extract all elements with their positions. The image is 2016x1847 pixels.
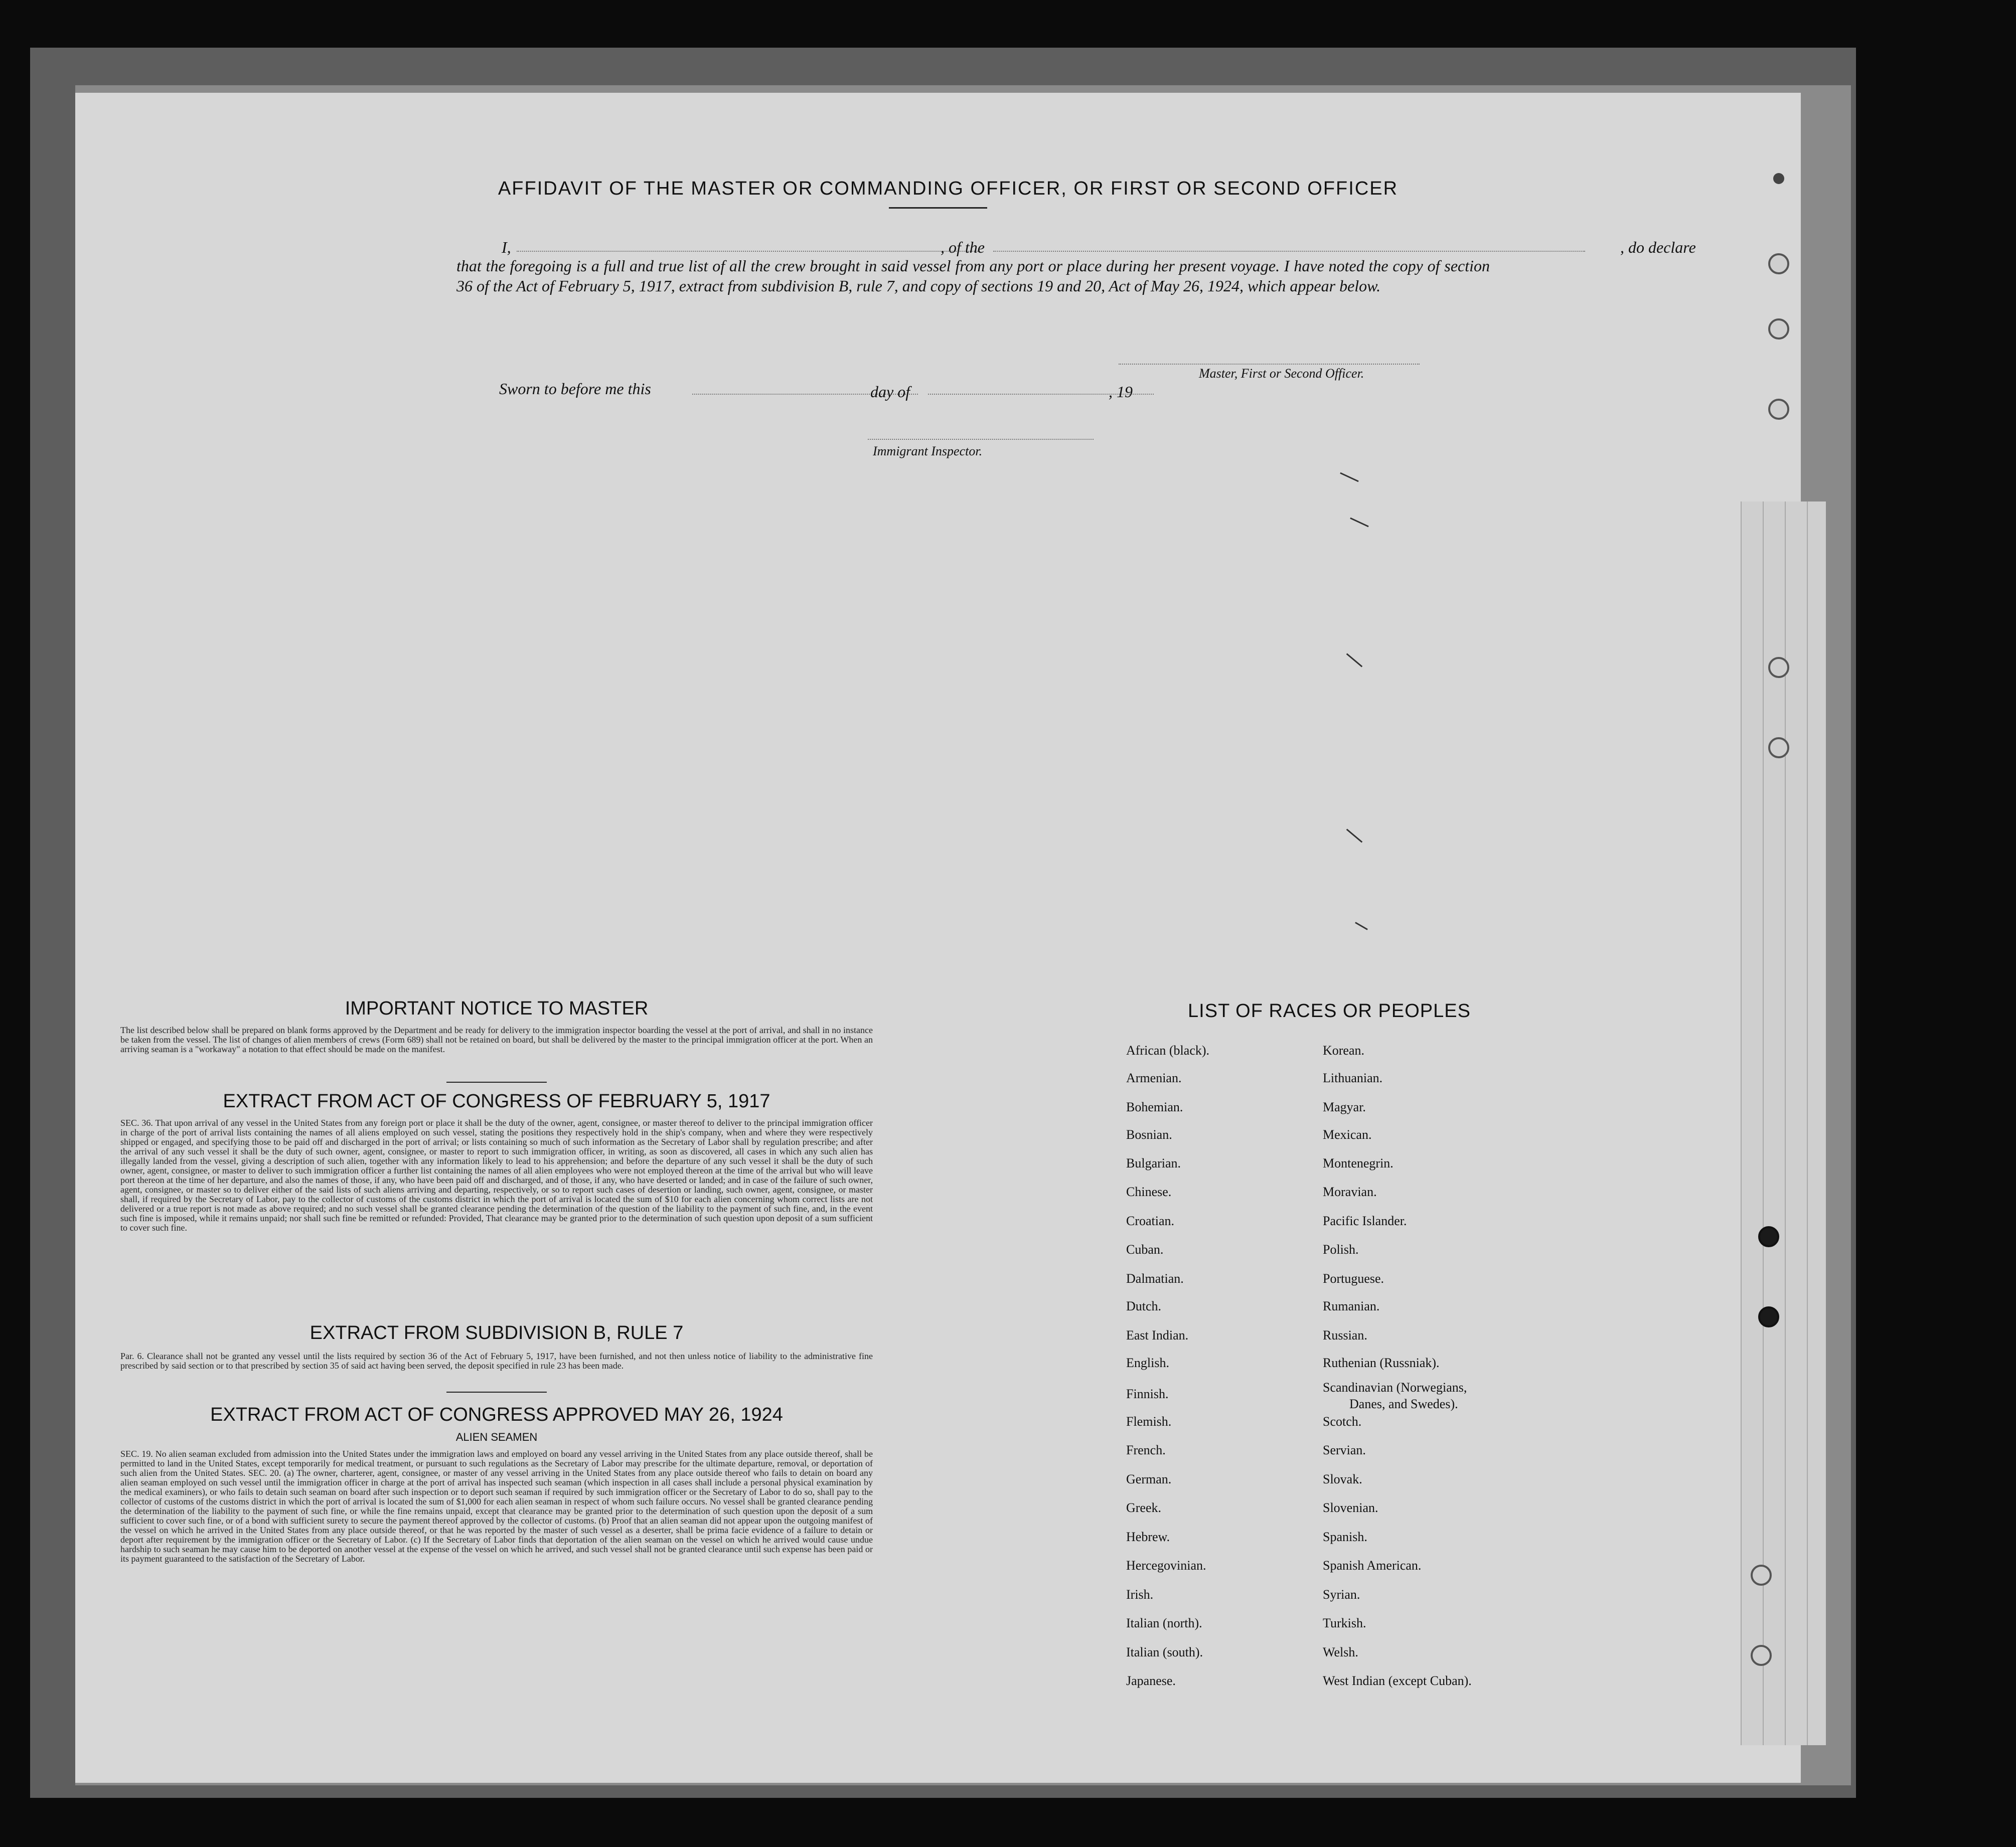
punch-hole [1751,1565,1772,1586]
affidavit-body: that the foregoing is a full and true list of all the crew brought in said vessel from any port or place during her present voyage. I have noted the copy of section 36 of the Act of February 5, 1917, extract from subdivision B, rule 7, and copy of sections 19 and 20, Act of May 26, 1924, which appear below. [456,257,1490,295]
race-item: Syrian. [1323,1587,1360,1602]
master-signature-label: Master, First or Second Officer. [1199,366,1364,381]
race-item: Polish. [1323,1242,1359,1257]
race-item: Croatian. [1126,1214,1175,1228]
inspector-label: Immigrant Inspector. [873,444,983,458]
notice-text: The list described below shall be prepared on blank forms approved by the Department and be ready for delivery to the immigration inspector boarding the vessel at the port of arrival, and shall in no instance be taken from the vessel. The list of changes of alien members of crews (Form 689) shall not be retained on board, but shall be delivered by the master to the principal immigration officer at the port. When an arriving seaman is a "workaway" a notation to that effect should be made on the manifest. [120,1025,873,1054]
notice-title: IMPORTANT NOTICE TO MASTER [345,998,649,1019]
pencil-mark [1346,828,1363,843]
race-item: Portuguese. [1323,1271,1384,1286]
race-item: Slovenian. [1323,1500,1378,1515]
race-item: Lithuanian. [1323,1071,1383,1085]
extract-1924-text: SEC. 19. No alien seaman excluded from admission into the United States under the immigration laws and employed on board any vessel arriving in the United States from any place outside thereof, shall be permitted to land in the United States, except temporarily for medical treatment, or pursuant to such regulations as the Secretary of Labor may prescribe for the ultimate departure, removal, or deportation of such alien from the United States. SEC. 20. (a) The owner, charterer, agent, consignee, or master of any vessel arriving in the United States from any place outside thereof who fails to detain on board any alien seaman employed on such vessel until the immigration officer in charge at the port of arrival has inspected such seaman (which inspection in all cases shall include a personal physical examination by the medical examiners), or who fails to detain such seaman on board after such inspection or to deport such seaman if required by such immigration officer or the Secretary of Labor to do so, shall pay to the collector of customs of the customs district in which the port of arrival is located the sum of $1,000 for each alien seaman in respect of whom such failure occurs. No vessel shall be granted clearance pending the determination of the liability to the payment of such fine, or while the fine remains unpaid, except that clearance may be granted prior to the determination of such question upon the deposit of a sum sufficient to cover such fine, or of a bond with sufficient surety to secure the payment thereof approved by the collector of customs. (b) Proof that an alien seaman did not appear upon the outgoing manifest of the vessel on which he arrived in the United States from any place outside thereof, or that he was reported by the master of such vessel as a deserter, shall be prima facie evidence of a failure to detain or deport after requirement by the immigration officer or the Secretary of Labor. (c) If the Secretary of Labor finds that deportation of the alien seaman on the vessel on which he arrived would cause undue hardship to such seaman he may cause him to be deported on another vessel at the expense of the vessel on which he arrived, and such vessel shall not be granted clearance until such expense has been paid or its payment guaranteed to the satisfaction of the Secretary of Labor. [120,1449,873,1564]
race-item: German. [1126,1472,1172,1486]
race-item: Bohemian. [1126,1100,1183,1114]
race-item: Rumanian. [1323,1299,1380,1313]
punch-hole [1768,657,1789,678]
rule-7-title: EXTRACT FROM SUBDIVISION B, RULE 7 [309,1322,684,1344]
race-item: English. [1126,1356,1169,1370]
race-item: Turkish. [1323,1616,1366,1630]
day-of-label: day of [870,383,910,401]
race-item: Chinese. [1126,1185,1172,1199]
race-item: Spanish American. [1323,1558,1422,1573]
race-item: Magyar. [1323,1100,1366,1114]
punch-hole [1768,253,1789,274]
race-item: French. [1126,1443,1166,1457]
race-item: West Indian (except Cuban). [1323,1673,1472,1688]
race-item: Mexican. [1323,1127,1372,1142]
affidavit-title: AFFIDAVIT OF THE MASTER OR COMMANDING OFFICER, OR FIRST OR SECOND OFFICER [498,178,1399,199]
race-item: Korean. [1323,1043,1365,1058]
race-item: Greek. [1126,1500,1162,1515]
race-item: Montenegrin. [1323,1156,1393,1170]
document-page [75,93,1801,1783]
extract-1924-title: EXTRACT FROM ACT OF CONGRESS APPROVED MAY 26, 1924 [210,1404,783,1425]
race-item: Finnish. [1126,1387,1169,1401]
rule-7-rule [446,1392,547,1393]
punch-hole [1758,1306,1779,1327]
race-item: Armenian. [1126,1071,1182,1085]
race-item: Italian (north). [1126,1616,1202,1630]
extract-1924-subtitle: ALIEN SEAMEN [455,1431,538,1443]
pencil-mark [1340,472,1359,482]
race-item: Cuban. [1126,1242,1164,1257]
punch-hole [1768,399,1789,420]
races-title: LIST OF RACES OR PEOPLES [1188,1000,1471,1022]
race-item: Scandinavian (Norwegians, [1323,1380,1467,1395]
race-item: Italian (south). [1126,1645,1203,1659]
name-field[interactable] [517,251,978,252]
pencil-mark [1350,518,1369,528]
rule-7-text: Par. 6. Clearance shall not be granted any vessel until the lists required by section 36 of the Act of February 5, 1917, have been furnished, and not then unless notice of liability to the administrative fine prescribed by said section or to that prescribed by section 35 of said act having been served, the deposit specified in rule 23 has been made. [120,1351,873,1371]
punch-hole [1768,737,1789,758]
race-scandinavian-continued: Danes, and Swedes). [1349,1397,1458,1411]
affidavit-do-declare: , do declare [1620,238,1696,256]
race-item: Flemish. [1126,1414,1172,1429]
race-item: Spanish. [1323,1530,1367,1544]
race-item: Welsh. [1323,1645,1358,1659]
extract-1917-title: EXTRACT FROM ACT OF CONGRESS OF FEBRUARY 5, 1917 [223,1091,770,1112]
race-item: Pacific Islander. [1323,1214,1407,1228]
affidavit-i-label: I, [502,238,511,256]
race-item: Bulgarian. [1126,1156,1181,1170]
punch-hole [1751,1645,1772,1666]
master-signature-field[interactable] [1119,364,1420,365]
extract-1917-text: SEC. 36. That upon arrival of any vessel in the United States from any foreign port or place it shall be the duty of the owner, agent, consignee, or master thereof to deliver to the principal immigration officer in charge of the port of arrival lists containing the names of all aliens employed on such vessel, stating the positions they respectively hold in the ship's company, when and where they were respectively shipped or engaged, and specifying those to be paid off and discharged in the port of arrival; or lists containing so much of such information as the Secretary of Labor shall by regulation prescribe; and after the arrival of any such vessel it shall be the duty of such owner, agent, consignee, or master to report to such immigration officer, in writing, as soon as discovered, all cases in which any such alien has illegally landed from the vessel, giving a description of such alien, together with any information likely to lead to his apprehension; and before the departure of any such vessel it shall be the duty of such owner, agent, consignee, or master to deliver to such immigration officer a further list containing the names of all alien employees who were not employed thereon at the time of the arrival but who will leave port thereon at the time of her departure, and also the names of those, if any, who have been paid off and discharged, and of those, if any, who have deserted or landed; and in case of the failure of such owner, agent, consignee, or master so to deliver either of the said lists of such aliens arriving and departing, respectively, or so to report such cases of desertion or landing, such owner, agent, consignee, or master shall, if required by the Secretary of Labor, pay to the collector of customs of the customs district in which the port of arrival is located the sum of $10 for each alien concerning whom correct lists are not delivered or a true report is not made as above required; and no such vessel shall be granted clearance pending the determination of the question of the liability to the payment of such fine, and, in the event such fine is imposed, while it remains unpaid; nor shall such fine be remitted or refunded: Provided, That clearance may be granted prior to the determination of such question upon deposit of a sum sufficient to cover such fine. [120,1118,873,1233]
race-item: East Indian. [1126,1328,1189,1342]
sworn-label: Sworn to before me this [499,380,651,398]
vessel-field[interactable] [993,251,1585,252]
pencil-mark [1355,922,1368,930]
title-rule [889,207,987,209]
binder-ring [1773,173,1784,184]
inspector-signature-field[interactable] [868,439,1094,440]
punch-hole [1768,318,1789,340]
affidavit-of-the: , of the [941,238,985,256]
race-item: Irish. [1126,1587,1154,1602]
race-item: Dutch. [1126,1299,1162,1313]
race-item: Servian. [1323,1443,1366,1457]
race-item: Dalmatian. [1126,1271,1184,1286]
race-item: Bosnian. [1126,1127,1172,1142]
race-item: Slovak. [1323,1472,1362,1486]
race-item: Ruthenian (Russniak). [1323,1356,1440,1370]
year-label: , 19 [1109,383,1133,401]
punch-hole [1758,1226,1779,1247]
race-item: African (black). [1126,1043,1210,1058]
ledger-edge [1741,501,1826,1745]
race-item: Russian. [1323,1328,1367,1342]
pencil-mark [1346,653,1363,667]
notice-rule [446,1082,547,1083]
race-item: Hercegovinian. [1126,1558,1206,1573]
race-item: Moravian. [1323,1185,1377,1199]
race-item: Scotch. [1323,1414,1362,1429]
race-item: Hebrew. [1126,1530,1170,1544]
race-item: Japanese. [1126,1673,1176,1688]
